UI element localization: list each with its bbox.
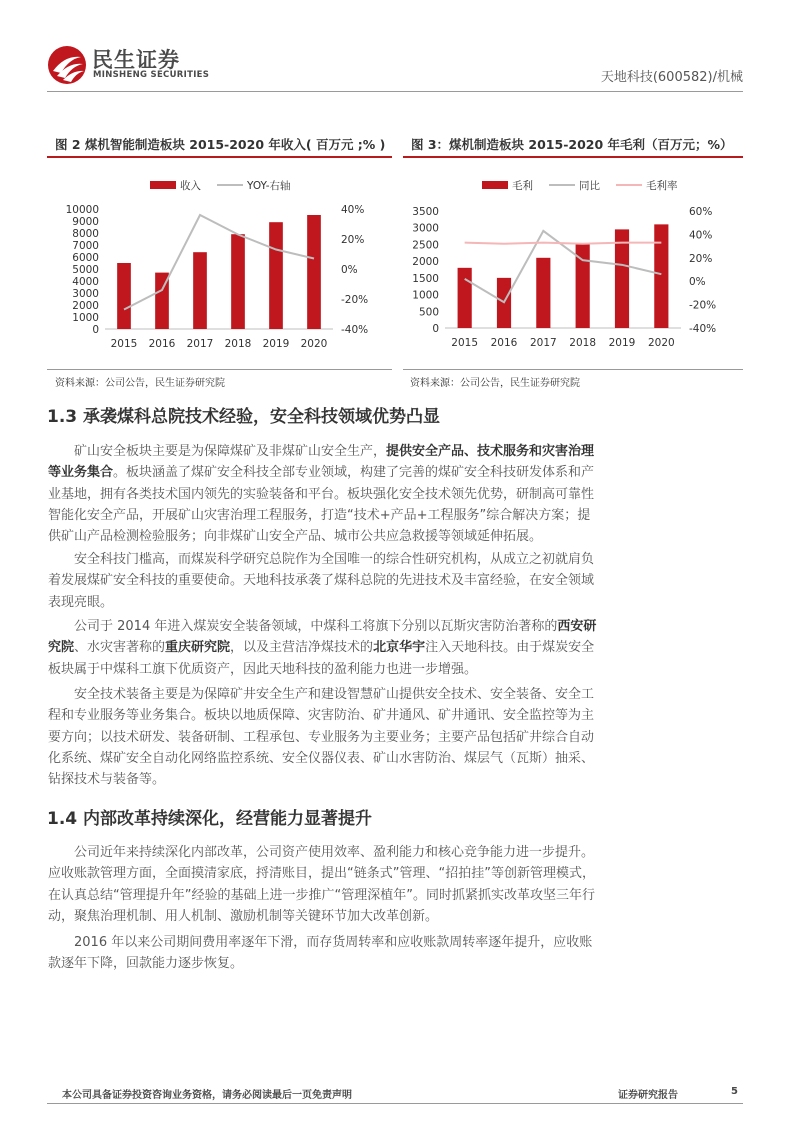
fig2-x-tick-label: 2019	[262, 338, 290, 350]
footer-divider	[47, 1103, 743, 1104]
fig2-bar-2020	[307, 215, 321, 329]
fig2-top-rule	[47, 156, 392, 158]
report-subject: 天地科技(600582)/机械	[600, 70, 743, 85]
fig2-y-left-tick: 6000	[72, 252, 99, 264]
fig2-y-left-tick: 7000	[72, 240, 99, 252]
fig3-y-left-tick: 3500	[412, 206, 439, 218]
fig3-top-rule	[403, 156, 743, 158]
fig2-bar-2019	[269, 222, 283, 329]
section-1-3-paragraph-4: 安全技术装备主要是为保障矿井安全生产和建设智慧矿山提供安全技术、安全装备、安全工程和专业服务等业务集合。板块以地质保障、灾害防治、矿井通风、矿井通讯、安全监控等为主要方向；以技术研发、装备研制、工程承包、专业服务为主要业务；主要产品包括矿井综合自动化系统、煤矿安全自动化网络监控系统、安全仪器仪表、矿山水害防治、煤层气（瓦斯）抽采、钻探技术与装备等。	[48, 687, 595, 788]
page-number: 5	[731, 1086, 738, 1097]
fig2-legend-label-0: 收入	[180, 180, 201, 192]
header-divider	[47, 91, 743, 92]
fig2-line-0	[124, 215, 314, 310]
fig3-x-tick-label: 2016	[490, 337, 518, 349]
fig2-bar-2017	[193, 252, 207, 329]
fig2-y-left-tick: 5000	[72, 264, 99, 276]
section-1-3-paragraph-2: 安全科技门槛高，而煤炭科学研究总院作为全国唯一的综合性研究机构，从成立之初就肩负着发展煤矿安全科技的重要使命。天地科技承袭了煤科总院的先进技术及丰富经验，在安全领域表现亮眼。	[48, 552, 595, 610]
fig3-y-right-tick: 0%	[689, 276, 706, 289]
fig2-y-right-tick: 40%	[341, 204, 365, 216]
fig3-y-left-tick: 3000	[412, 222, 439, 235]
fig3-y-right-tick: -40%	[689, 323, 717, 335]
fig2-y-right-tick: -40%	[341, 324, 369, 336]
section-1-3-title: 1.3 承袭煤科总院技术经验，安全科技领域优势凸显	[47, 407, 441, 427]
fig2-y-right-tick: 20%	[341, 234, 365, 246]
fig2-bar-2015	[117, 263, 131, 329]
fig3-y-right-tick: 20%	[689, 252, 713, 265]
fig3-bottom-rule	[403, 369, 743, 370]
fig2-x-tick-label: 2018	[224, 338, 252, 350]
fig3-legend-swatch-0	[482, 181, 508, 189]
fig2-chart	[47, 160, 392, 365]
fig3-legend-label-0: 毛利	[512, 180, 533, 192]
fig3-chart	[403, 160, 743, 365]
fig3-line-1	[465, 243, 662, 244]
minsheng-logo-icon	[47, 45, 87, 85]
fig3-x-tick-label: 2020	[647, 337, 675, 349]
section-1-4-paragraph-2: 2016 年以来公司期间费用率逐年下滑，而存货周转率和应收账款周转率逐年提升，应收账款逐年下降，回款能力逐步恢复。	[48, 935, 593, 972]
fig3-bar-2017	[536, 258, 550, 328]
fig3-y-left-tick: 1500	[412, 272, 439, 285]
fig2-y-left-tick: 1000	[72, 312, 99, 324]
fig3-y-left-tick: 2500	[412, 239, 439, 252]
fig2-x-tick-label: 2016	[148, 338, 176, 350]
fig3-y-right-tick: 60%	[689, 206, 713, 218]
fig3-bar-2015	[458, 268, 472, 328]
fig3-bar-2020	[654, 224, 668, 328]
fig2-legend-label-1: YOY-右轴	[247, 180, 291, 192]
section-1-3-paragraph-3: 公司于 2014 年进入煤炭安全装备领域，中煤科工将旗下分别以瓦斯灾害防治著称的西安研究院、水灾害著称的重庆研究院，以及主营洁净煤技术的北京华宇注入天地科技。由于煤炭安全板块属于中煤科工旗下优质资产，因此天地科技的盈利能力也进一步增强。	[48, 619, 597, 677]
fig3-title: 图 3：煤机制造板块 2015-2020 年毛利（百万元；%）	[411, 137, 733, 152]
fig2-y-left-tick: 10000	[65, 204, 99, 216]
footer-disclaimer: 本公司具备证券投资咨询业务资格，请务必阅读最后一页免责声明	[62, 1090, 352, 1101]
fig2-y-right-tick: -20%	[341, 294, 369, 306]
fig3-source: 资料来源：公司公告，民生证券研究院	[410, 378, 580, 389]
fig2-x-tick-label: 2015	[110, 338, 138, 350]
section-1-4-paragraph-1: 公司近年来持续深化内部改革，公司资产使用效率、盈利能力和核心竞争能力进一步提升。应收账款管理方面，全面摸清家底，捋清账目，提出“链条式”管理、“招拍挂”等创新管理模式，在认真总结“管理提升年”经验的基础上进一步推广“管理深植年”。同时抓紧抓实改革攻坚三年行动，聚焦治理机制、用人机制、激励机制等关键环节加大改革创新。	[48, 845, 595, 924]
fig2-x-tick-label: 2020	[300, 338, 328, 350]
fig3-y-left-tick: 1000	[412, 289, 439, 302]
fig2-y-left-tick: 8000	[72, 228, 99, 240]
fig2-y-left-tick: 3000	[72, 288, 99, 300]
fig2-y-right-tick: 0%	[341, 264, 358, 276]
fig2-y-left-tick: 2000	[72, 300, 99, 312]
section-1-3-paragraph-1: 矿山安全板块主要是为保障煤矿及非煤矿山安全生产，提供安全产品、技术服务和灾害治理等业务集合。板块涵盖了煤矿安全科技全部专业领域，构建了完善的煤矿安全科技研发体系和产业基地，拥有各类技术国内领先的实验装备和平台。板块强化安全技术领先优势，研制高可靠性智能化安全产品，开展矿山灾害治理工程服务，打造“技术+产品+工程服务”综合解决方案；提供矿山产品检测检验服务；向非煤矿山安全产品、城市公共应急救援等领域延伸拓展。	[48, 444, 595, 545]
brand-name-en: MINSHENG SECURITIES	[93, 70, 210, 80]
fig3-legend-label-1: 同比	[579, 180, 600, 192]
fig2-x-tick-label: 2017	[186, 338, 214, 350]
fig3-y-right-tick: 40%	[689, 229, 713, 242]
fig2-y-left-tick: 4000	[72, 276, 99, 288]
fig2-title: 图 2 煤机智能制造板块 2015-2020 年收入( 百万元 ;% )	[55, 137, 386, 152]
fig3-x-tick-label: 2017	[529, 337, 557, 349]
fig3-legend-label-2: 毛利率	[646, 180, 678, 192]
section-1-4-title: 1.4 内部改革持续深化，经营能力显著提升	[47, 809, 373, 829]
fig2-y-left-tick: 0	[92, 324, 99, 336]
fig3-x-tick-label: 2015	[451, 337, 479, 349]
fig2-bar-2018	[231, 234, 245, 329]
fig3-y-left-tick: 0	[432, 323, 439, 335]
fig3-x-tick-label: 2019	[608, 337, 636, 349]
fig3-bar-2019	[615, 229, 629, 328]
fig2-legend-swatch-0	[150, 181, 176, 189]
brand-name-cn: 民生证券	[92, 48, 180, 72]
fig3-y-left-tick: 500	[418, 306, 439, 319]
fig3-y-right-tick: -20%	[689, 299, 717, 312]
fig2-y-left-tick: 9000	[72, 216, 99, 228]
fig3-x-tick-label: 2018	[569, 337, 597, 349]
fig2-bottom-rule	[47, 369, 392, 370]
footer-report-type: 证券研究报告	[618, 1090, 678, 1101]
fig2-source: 资料来源：公司公告，民生证券研究院	[55, 378, 225, 389]
fig3-y-left-tick: 2000	[412, 256, 439, 269]
